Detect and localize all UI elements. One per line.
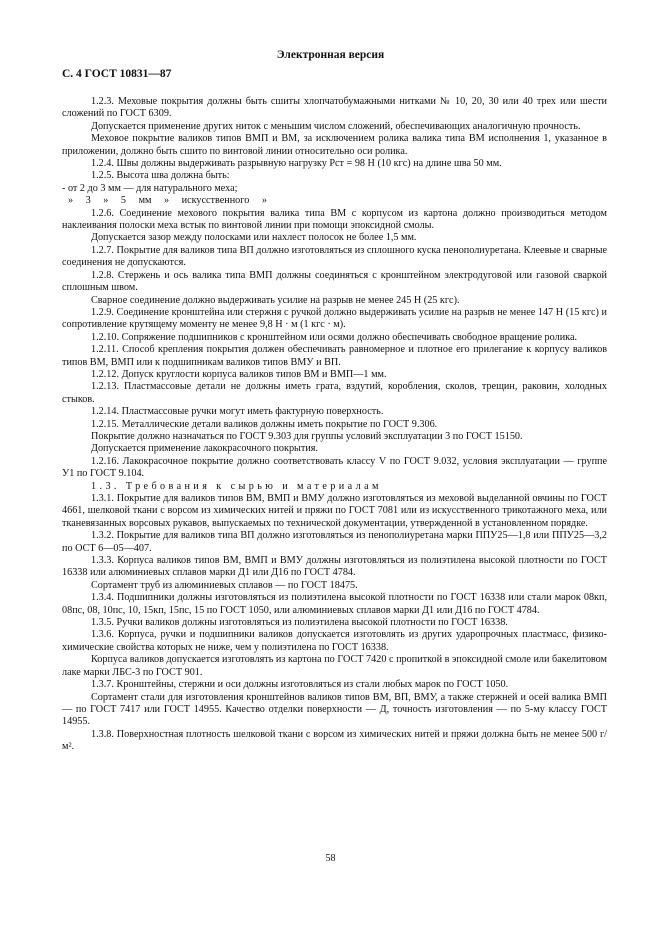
- edition-label: Электронная версия: [276, 49, 385, 61]
- paragraph: Допускается зазор между полосками или нахлест полосок не более 1,5 мм.: [91, 232, 417, 244]
- paragraph: 1.2.16. Лакокрасочное покрытие должно соответствовать классу V по ГОСТ 9.032, условия эксплуатации — группе У1 по ГОСТ 9.104.: [62, 455, 607, 480]
- paragraph: 1.2.14. Пластмассовые ручки могут иметь фактурную поверхность.: [91, 406, 384, 418]
- page-header: С. 4 ГОСТ 10831—87: [62, 68, 172, 80]
- section-heading: 1.3. Требования к сырью и материалам: [91, 480, 382, 492]
- paragraph: 1.3.4. Подшипники должны изготовляться из полиэтилена высокой плотности по ГОСТ 16338 или стали марок 08кп, 08пс, 08, 10пс, 10, 15кп, 15пс, 15 по ГОСТ 1050, или алюминиевых сплавов марки Д1 или Д16 по ГОСТ 4784.: [62, 592, 607, 616]
- paragraph: 1.3.2. Покрытие для валиков типа ВП должно изготовляться из пенополиуретана марки ППУ25—1,8 или ППУ25—3,2 по ОСТ 6—05—407.: [62, 530, 607, 554]
- list-item: » 3 » 5 мм » искусственного »: [68, 195, 267, 207]
- paragraph: 1.3.1. Покрытие для валиков типов ВМ, ВМП и ВМУ должно изготовляться из меховой выделанной овчины по ГОСТ 4661, шелковой ткани с ворсом из химических нитей и пряжи по ГОСТ 7081 или из искусственного трикотажного меха, или тканевязанных ворсовых рукавов, выпускаемых по технической документации, утвержденной в установленном порядке.: [62, 493, 607, 529]
- paragraph: 1.2.6. Соединение мехового покрытия валика типа ВМ с корпусом из картона должно производиться методом наклеивания полоски меха встык по винтовой линии при помощи эпоксидной смолы.: [62, 207, 607, 232]
- paragraph: 1.3.5. Ручки валиков должны изготовляться из полиэтилена высокой плотности по ГОСТ 16338.: [91, 617, 508, 629]
- paragraph: 1.2.8. Стержень и ось валика типа ВМП должны соединяться с кронштейном электродуговой или газовой сваркой сплошным швом.: [62, 269, 607, 294]
- paragraph: 1.2.5. Высота шва должна быть:: [91, 170, 230, 182]
- list-item: - от 2 до 3 мм — для натурального меха;: [62, 182, 238, 194]
- paragraph: 1.2.9. Соединение кронштейна или стержня с ручкой должно выдерживать усилие на разрыв не менее 147 Н (15 кгс) и сопротивление крутящему моменту не менее 9,8 Н · м (1 кгс · м).: [62, 306, 607, 331]
- document-body: [62, 96, 607, 754]
- paragraph: Покрытие должно назначаться по ГОСТ 9.303 для группы условий эксплуатации 3 по ГОСТ 15150.: [91, 430, 523, 442]
- paragraph: Корпуса валиков допускается изготовлять из картона по ГОСТ 7420 с пропиткой в эпоксидной смоле или бакелитовом лаке марки ЛБС-3 по ГОСТ 901.: [62, 654, 607, 678]
- paragraph: 1.2.11. Способ крепления покрытия должен обеспечивать равномерное и плотное его прилегание к корпусу валиков типов ВМ, ВМП или к подшипникам валиков типов ВМУ и ВП.: [62, 344, 607, 368]
- paragraph: 1.2.7. Покрытие для валиков типа ВП должно изготовляться из сплошного куска пенополиуретана. Клеевые и сварные соединения не допускаются.: [62, 244, 607, 269]
- paragraph: Меховое покрытие валиков типов ВМП и ВМ, за исключением ролика валика типа ВМ исполнения 1, указанное в приложении, должно быть сшито по винтовой линии относительно оси ролика.: [62, 133, 607, 157]
- paragraph: 1.3.7. Кронштейны, стержни и оси должны изготовляться из стали любых марок по ГОСТ 1050.: [91, 679, 509, 691]
- paragraph: Сварное соединение должно выдерживать усилие на разрыв не менее 245 Н (25 кгс).: [91, 294, 460, 306]
- paragraph: 1.3.8. Поверхностная плотность шелковой ткани с ворсом из химических нитей и пряжи должна быть не менее 500 г/м².: [62, 728, 607, 753]
- paragraph: Сортамент стали для изготовления кронштейнов валиков типов ВМ, ВП, ВМУ, а также стержней и осей валика ВМП — по ГОСТ 7417 или ГОСТ 14955. Качество отделки поверхности — Д, точность изготовления — по 5-му классу ГОСТ 14955.: [62, 691, 607, 728]
- paragraph: 1.2.4. Швы должны выдерживать разрывную нагрузку Pст = 98 Н (10 кгс) на длине шва 50 мм.: [91, 158, 502, 170]
- paragraph: Допускается применение других ниток с меньшим числом сложений, обеспечивающих аналогичную прочность.: [91, 120, 581, 132]
- paragraph: 1.3.6. Корпуса, ручки и подшипники валиков допускается изготовлять из других ударопрочных пластмасс, физико-химические свойства которых не ниже, чем у полиэтилена по ГОСТ 16338.: [62, 629, 607, 653]
- paragraph: Допускается применение лакокрасочного покрытия.: [91, 443, 319, 455]
- paragraph: 1.2.15. Металлические детали валиков должны иметь покрытие по ГОСТ 9.306.: [91, 418, 438, 430]
- paragraph: 1.3.3. Корпуса валиков типов ВМ, ВМП и ВМУ должны изготовляться из полиэтилена высокой плотности по ГОСТ 16338 или алюминиевых сплавов марки Д1 или Д16 по ГОСТ 4784.: [62, 555, 607, 579]
- paragraph: 1.2.13. Пластмассовые детали не должны иметь грата, вздутий, коробления, сколов, трещин, раковин, холодных стыков.: [62, 381, 607, 405]
- page-number: 58: [325, 853, 336, 864]
- paragraph: 1.2.12. Допуск круглости корпуса валиков типов ВМ и ВМП—1 мм.: [91, 368, 387, 380]
- paragraph: Сортамент труб из алюминиевых сплавов — по ГОСТ 18475.: [91, 579, 358, 591]
- paragraph: 1.2.10. Сопряжение подшипников с кронштейном или осями должно обеспечивать свободное вращение ролика.: [91, 331, 578, 343]
- paragraph: 1.2.3. Меховые покрытия должны быть сшиты хлопчатобумажными нитками № 10, 20, 30 или 40 трех или шести сложений по ГОСТ 6309.: [62, 96, 607, 120]
